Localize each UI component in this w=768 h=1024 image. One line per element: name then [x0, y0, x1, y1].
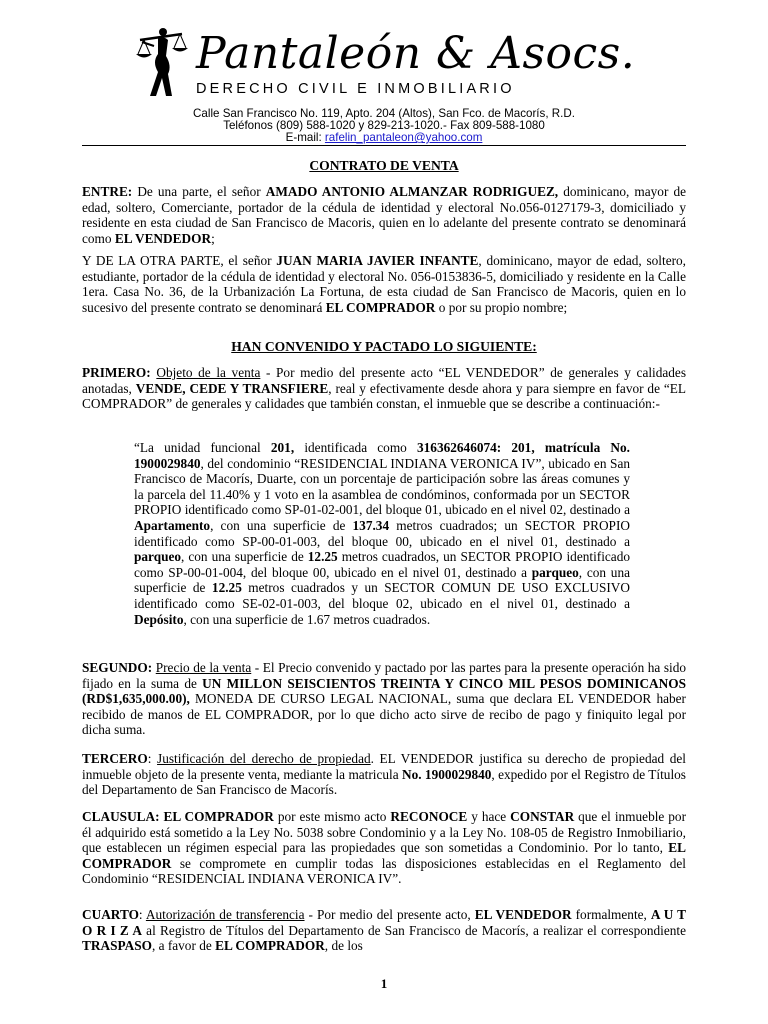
clause-verb: RECONOCE [390, 809, 468, 824]
use-label: Depósito [134, 611, 184, 627]
letterhead-divider [82, 145, 686, 146]
agreed-heading: HAN CONVENIDO Y PACTADO LO SIGUIENTE: [231, 339, 537, 354]
text: , con una superficie de [134, 564, 631, 596]
property-description [134, 440, 630, 627]
area-value: 137.34 [352, 517, 390, 533]
clause-primero [82, 365, 686, 412]
clause-lead: CUARTO [82, 907, 139, 922]
text: , dominicano, mayor de edad, soltero, estudiante, portador de la cédula de identidad y electoral No. 056-0153836-5, domiciliado y residente en la Calle 1era. Casa No. 36, de la Urbanización La Fortuna, de esta ciudad de San Francisco de Macoris, quien en lo sucesivo del presente contrato se denominará [82, 253, 686, 315]
clause-subject: Justificación del derecho de propiedad [157, 751, 371, 766]
clause-verb: CONSTAR [510, 809, 575, 824]
buyer-lead: Y DE LA OTRA PARTE [82, 253, 221, 268]
clause-tercero [82, 751, 686, 798]
text: , expedido por el Registro de Títulos del Departamento de San Francisco de Macorís. [82, 766, 686, 798]
text: MONEDA DE CURSO LEGAL NACIONAL, suma que declara EL VENDEDOR haber recibido de manos de EL COMPRADOR, por lo que dicho acto sirve de recibo de pago y finiquito legal por dicha suma. [82, 691, 686, 738]
text: que el inmueble por él adquirido está sometido a la Ley No. 5038 sobre Condominio y a la Ley No. 108-05 de Registro Inmobiliario, que establecen un régimen especial para las propiedades que son sometidas a Condominio. Por lo tanto, [82, 809, 686, 856]
area-value: 12.25 [211, 580, 242, 596]
text: “La unidad funcional [134, 440, 271, 455]
scales-of-justice-logo-icon [136, 26, 192, 100]
text: formalmente, [571, 907, 651, 922]
property-id: 316362646074: 201, matrícula No. 1900029840 [134, 440, 630, 471]
text: , con una superficie de [210, 517, 353, 533]
unit-number: 201, [270, 440, 295, 455]
clause-verbs: VENDE, CEDE Y TRANSFIERE [135, 380, 329, 396]
buyer-name: JUAN MARIA JAVIER INFANTE [276, 253, 479, 268]
text: metros cuadrados; un SECTOR PROPIO identificado como SP-00-01-003, del bloque 00, ubicado en el nivel 01, destinado a [134, 517, 630, 549]
text: , el señor [220, 253, 277, 268]
text: - Por medio del presente acto “EL VENDEDOR” de generales y calidades anotadas, [82, 365, 687, 396]
clause-segundo [82, 660, 686, 738]
text: al Registro de Títulos del Departamento de San Francisco de Macorís, a realizar el correspondiente [141, 922, 687, 938]
authorize-verb: A U T O R I Z A [82, 907, 687, 938]
text: por este mismo acto [273, 809, 391, 824]
use-label: Apartamento [134, 517, 211, 533]
document-title: CONTRATO DE VENTA [309, 158, 459, 173]
text: y hace [467, 809, 511, 824]
text: dominicano, mayor de edad, soltero, Comerciante, portador de la cédula de identidad y electoral No.056-0127179-3, domiciliado y residente en esta ciudad de San Francisco de Macoris, quien en lo adelante del presente contrato se denominará como [82, 184, 686, 246]
registration-number: No. 1900029840 [402, 766, 492, 782]
buyer-paragraph [82, 253, 686, 315]
text: ; [211, 230, 215, 246]
text: De una parte, el señor [132, 184, 266, 199]
firm-phones: Teléfonos (809) 588-1020 y 829-213-1020.- Fax 809-588-1080 [223, 119, 545, 132]
clause-lead: PRIMERO: [82, 365, 151, 380]
seller-lead: ENTRE: [82, 184, 133, 199]
clause-lead: CLAUSULA: EL COMPRADOR [82, 809, 274, 824]
text: identificada como [294, 440, 417, 455]
use-label: parqueo [134, 549, 182, 565]
text: , con una superficie de [181, 549, 308, 565]
area-value: 12.25 [307, 549, 338, 565]
text: : [138, 907, 146, 922]
buyer-role: EL COMPRADOR [215, 938, 325, 954]
text: se compromete en cumplir todas las disposiciones establecidas en el Reglamento del Condominio “RESIDENCIAL INDIANA VERONICA IV”. [82, 855, 686, 887]
text: - El Precio convenido y pactado por las partes para la presente operación ha sido fijado en la suma de [82, 660, 686, 691]
firm-email-line [0, 131, 768, 144]
use-label: parqueo [531, 564, 579, 580]
text: - Por medio del presente acto, [304, 907, 475, 922]
firm-address: Calle San Francisco No. 119, Apto. 204 (Altos), San Fco. de Macorís, R.D. [193, 107, 575, 120]
clause-subject: Objeto de la venta [156, 365, 261, 380]
seller-name: AMADO ANTONIO ALMANZAR RODRIGUEZ, [265, 184, 559, 199]
text: , a favor de [151, 938, 216, 954]
seller-role: EL VENDEDOR [474, 907, 572, 922]
clause-lead: TERCERO [82, 751, 148, 766]
text: , del condominio “RESIDENCIAL INDIANA VERONICA IV”, ubicado en San Francisco de Macorís, Duarte, con un porcentaje de participación sobre las áreas comunes y la parcela del 11.40% y 1 voto en la asamblea de condóminos, conformada por un SECTOR PROPIO identificado como SP-01-02-001, del bloque 01, ubicado en el nivel 02, destinado a [134, 455, 630, 518]
transfer-act: TRASPASO [82, 938, 152, 954]
email-link[interactable]: rafelin_pantaleon@yahoo.com [324, 131, 483, 144]
text: , con una superficie de 1.67 metros cuadrados. [183, 611, 431, 627]
clause-clausula [82, 809, 686, 887]
firm-name: Pantaleón & Asocs. [196, 28, 636, 79]
firm-subtitle: DERECHO CIVIL E INMOBILIARIO [196, 81, 515, 97]
text: . EL VENDEDOR justifica su derecho de propiedad del inmueble objeto de la presente venta, mediante la matricula [82, 751, 686, 782]
email-label: E-mail: [285, 131, 325, 144]
buyer-role: EL COMPRADOR [325, 299, 436, 315]
text: metros cuadrados, un SECTOR PROPIO identificado como SP-00-01-004, del bloque 00, ubicado en el nivel 01, destinado a [134, 549, 630, 580]
text: , real y efectivamente desde ahora y para siempre en favor de “EL COMPRADOR” de generales y calidades que también constan, el inmueble que se describe a continuación:- [82, 380, 687, 412]
buyer-role: EL COMPRADOR [82, 840, 686, 871]
text: : [147, 751, 158, 766]
clause-subject: Autorización de transferencia [145, 907, 305, 922]
text: metros cuadrados y un SECTOR COMUN DE USO EXCLUSIVO identificado como SE-02-01-003, del bloque 02, ubicado en el nivel 01, destinado a [134, 580, 631, 611]
text: o por su propio nombre; [435, 299, 568, 315]
text: , de los [324, 938, 363, 954]
price-amount: UN MILLON SEISCIENTOS TREINTA Y CINCO MIL PESOS DOMINICANOS (RD$1,635,000.00), [82, 675, 686, 707]
clause-lead: SEGUNDO: [82, 660, 153, 675]
seller-role: EL VENDEDOR [114, 230, 212, 246]
page-number: 1 [380, 976, 388, 991]
seller-paragraph [82, 184, 686, 246]
clause-cuarto [82, 907, 686, 954]
clause-subject: Precio de la venta [155, 660, 252, 675]
